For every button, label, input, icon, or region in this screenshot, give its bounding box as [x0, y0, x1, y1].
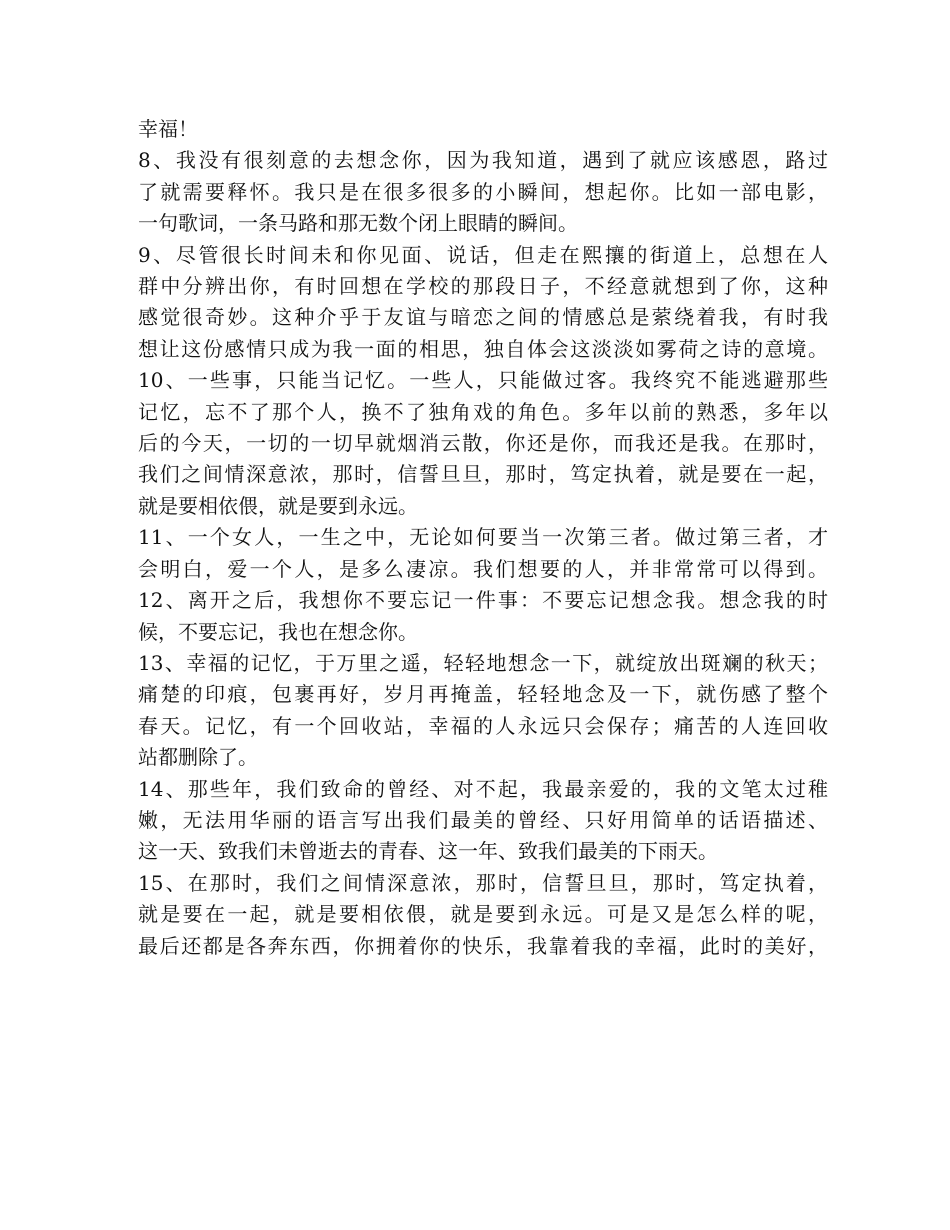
text-line: 群中分辨出你，有时回想在学校的那段日子，不经意就想到了你，这种 — [138, 274, 828, 299]
text-line: 12、离开之后，我想你不要忘记一件事：不要忘记想念我。想念我的时 — [138, 588, 828, 613]
text-line: 13、幸福的记忆，于万里之遥，轻轻地想念一下，就绽放出斑斓的秋天； — [138, 650, 828, 675]
text-line: 感觉很奇妙。这种介乎于友谊与暗恋之间的情感总是萦绕着我，有时我 — [138, 305, 828, 330]
text-line: 站都删除了。 — [138, 745, 258, 770]
text-line: 就是要在一起，就是要相依偎，就是要到永远。可是又是怎么样的呢， — [138, 902, 828, 927]
text-line: 痛楚的印痕，包裹再好，岁月再掩盖，轻轻地念及一下，就伤感了整个 — [138, 682, 828, 707]
text-line: 14、那些年，我们致命的曾经、对不起，我最亲爱的，我的文笔太过稚 — [138, 776, 828, 801]
text-line: 10、一些事，只能当记忆。一些人，只能做过客。我终究不能逃避那些 — [138, 368, 828, 393]
text-line: 嫩，无法用华丽的语言写出我们最美的曾经、只好用简单的话语描述、 — [138, 807, 828, 832]
document-page — [138, 114, 828, 962]
text-line: 15、在那时，我们之间情深意浓，那时，信誓旦旦，那时，笃定执着， — [138, 870, 828, 895]
text-line: 后的今天，一切的一切早就烟消云散，你还是你，而我还是我。在那时， — [138, 431, 828, 456]
text-line: 春天。记忆，有一个回收站，幸福的人永远只会保存；痛苦的人连回收 — [138, 713, 828, 738]
text-line: 了就需要释怀。我只是在很多很多的小瞬间，想起你。比如一部电影， — [138, 179, 828, 204]
text-line: 一句歌词，一条马路和那无数个闭上眼睛的瞬间。 — [138, 211, 578, 236]
text-line: 9、尽管很长时间未和你见面、说话，但走在熙攘的街道上，总想在人 — [138, 242, 828, 267]
text-line: 我们之间情深意浓，那时，信誓旦旦，那时，笃定执着，就是要在一起， — [138, 462, 828, 487]
text-line: 会明白，爱一个人，是多么凄凉。我们想要的人，并非常常可以得到。 — [138, 556, 828, 581]
text-line: 幸福！ — [138, 117, 198, 141]
text-line: 候，不要忘记，我也在想念你。 — [138, 619, 418, 644]
text-line: 最后还都是各奔东西，你拥着你的快乐，我靠着我的幸福，此时的美好， — [138, 933, 828, 958]
text-line: 8、我没有很刻意的去想念你，因为我知道，遇到了就应该感恩，路过 — [138, 148, 828, 173]
text-line: 这一天、致我们未曾逝去的青春、这一年、致我们最美的下雨天。 — [138, 839, 718, 864]
text-line: 11、一个女人，一生之中，无论如何要当一次第三者。做过第三者，才 — [138, 525, 828, 550]
text-line: 记忆，忘不了那个人，换不了独角戏的角色。多年以前的熟悉，多年以 — [138, 399, 828, 424]
text-line: 想让这份感情只成为我一面的相思，独自体会这淡淡如雾荷之诗的意境。 — [138, 336, 828, 361]
text-line: 就是要相依偎，就是要到永远。 — [138, 493, 418, 518]
